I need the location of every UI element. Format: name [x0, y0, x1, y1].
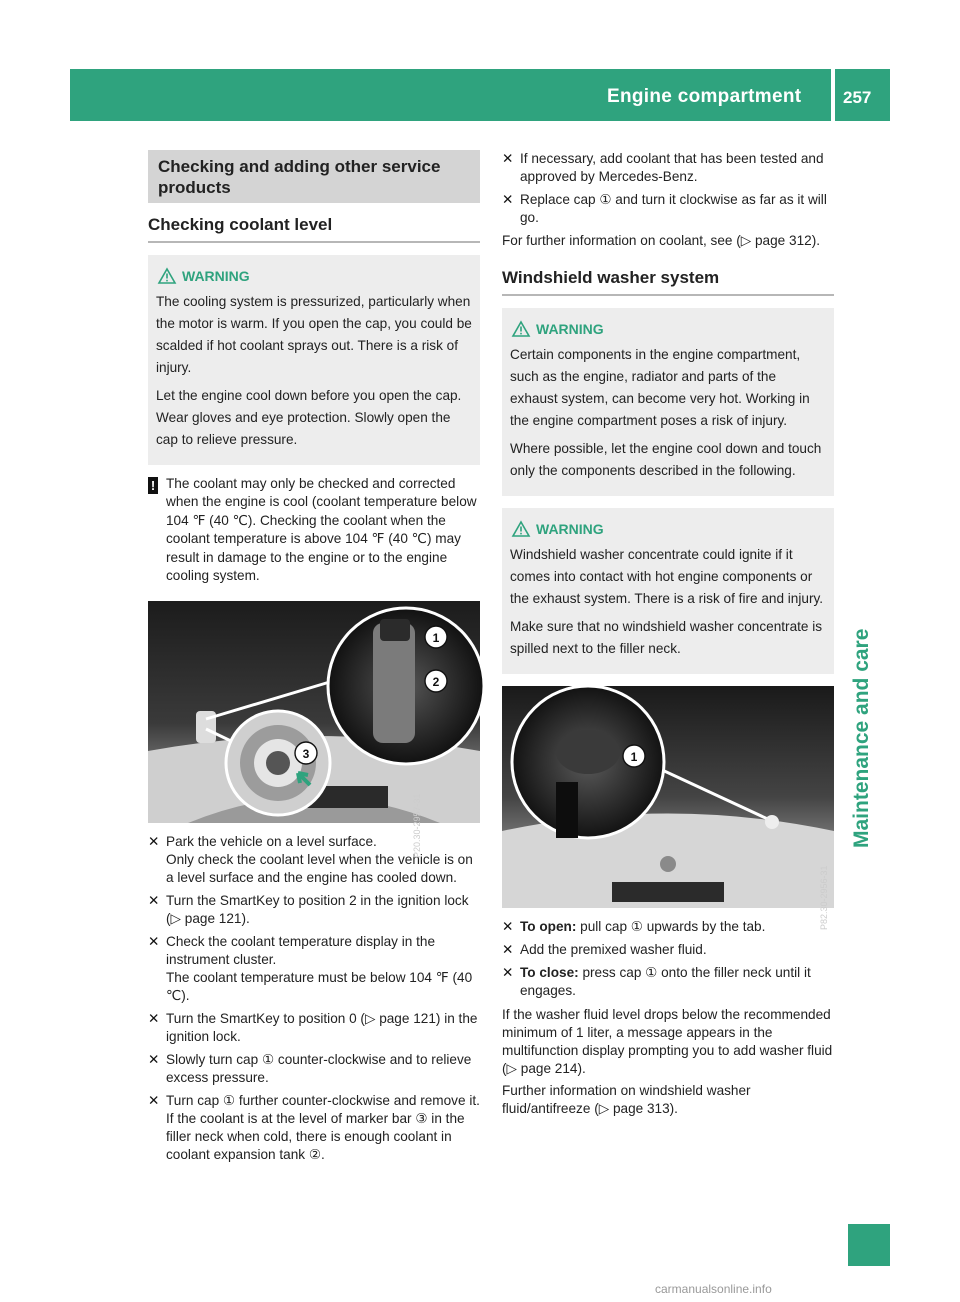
section-title: Checking and adding other service products — [148, 150, 480, 203]
step-subtext: Only check the coolant level when the vehicle is on a level surface and the engine has cooled down. — [166, 852, 473, 886]
step-arrow-icon: ✕ — [502, 942, 514, 957]
warning-label: WARNING — [536, 321, 604, 337]
right-column — [502, 150, 834, 1122]
step-text: Park the vehicle on a level surface. — [166, 834, 377, 850]
step-label: To open: — [520, 919, 577, 934]
warning-box — [148, 255, 480, 465]
callout-2 — [425, 670, 447, 692]
warning-triangle-icon — [512, 321, 530, 337]
step-arrow-icon: ✕ — [148, 1011, 160, 1027]
warning-text: Let the engine cool down before you open the cap. Wear gloves and eye protection. Slowly open the cap to relieve pressure. — [156, 388, 462, 447]
step-arrow-icon: ✕ — [148, 1052, 160, 1068]
step-item — [148, 892, 480, 928]
step-text: press cap ① onto the filler neck until it engages. — [520, 965, 811, 998]
warning-label: WARNING — [182, 268, 250, 284]
note-text: The coolant may only be checked and corrected when the engine is cool (coolant temperature below 104 ℉ (40 ℃). Checking the coolant when the coolant temperature is above 104 ℉ (40 ℃) may result in damage to the engine or to the engine cooling system. — [166, 476, 477, 584]
step-text: Check the coolant temperature display in the instrument cluster. — [166, 934, 436, 968]
step-item — [148, 833, 480, 887]
subheading-washer: Windshield washer system — [502, 268, 834, 296]
left-column — [148, 150, 480, 1169]
warning-text: Make sure that no windshield washer concentrate is spilled next to the filler neck. — [510, 619, 823, 656]
warning-label: WARNING — [536, 521, 604, 537]
svg-text:1: 1 — [630, 750, 638, 764]
warning-box — [502, 308, 834, 496]
step-text: pull cap ① upwards by the tab. — [576, 919, 766, 934]
warning-header — [510, 318, 826, 340]
step-arrow-icon: ✕ — [148, 834, 160, 850]
warning-box — [502, 508, 834, 674]
step-arrow-icon: ✕ — [502, 965, 514, 980]
step-text: Add the premixed washer fluid. — [520, 942, 707, 957]
step-text: If necessary, add coolant that has been tested and approved by Mercedes-Benz. — [520, 151, 824, 184]
step-item — [502, 941, 834, 959]
caution-note — [148, 475, 480, 585]
side-tab-label: Maintenance and care — [850, 628, 873, 848]
side-tab-marker — [848, 1224, 890, 1266]
washer-steps — [502, 918, 834, 1000]
warning-triangle-icon — [158, 268, 176, 284]
warning-text: The cooling system is pressurized, particularly when the motor is warm. If you open the cap, you could be scalded if hot coolant sprays out. There is a risk of injury. — [156, 294, 472, 375]
svg-text:3: 3 — [302, 747, 310, 762]
exclamation-icon: ! — [148, 477, 158, 494]
washer-info: If the washer fluid level drops below the recommended minimum of 1 liter, a message appears in the multifunction display prompting you to add washer fluid (▷ page 214). — [502, 1007, 833, 1076]
warning-header — [156, 265, 472, 287]
warning-text: Certain components in the engine compartment, such as the engine, radiator and parts of the exhaust system, can become very hot. Working in the engine compartment poses a risk of injury. — [510, 347, 810, 428]
step-item — [502, 918, 834, 936]
washer-antifreeze-info: Further information on windshield washer fluid/antifreeze (▷ page 313). — [502, 1083, 751, 1116]
step-subtext: The coolant temperature must be below 104 ℉ (40 ℃). — [166, 970, 473, 1004]
step-item — [502, 191, 834, 227]
step-item — [502, 964, 834, 1000]
step-arrow-icon: ✕ — [502, 192, 514, 207]
warning-text: Where possible, let the engine cool down and touch only the components described in the following. — [510, 441, 822, 478]
watermark: carmanualsonline.info — [655, 1282, 772, 1296]
step-text: Slowly turn cap ① counter-clockwise and to relieve excess pressure. — [166, 1052, 472, 1086]
step-text: Turn the SmartKey to position 0 (▷ page 121) in the ignition lock. — [166, 1011, 478, 1045]
warning-text: Windshield washer concentrate could ignite if it comes into contact with hot engine components or the exhaust system. There is a risk of fire and injury. — [510, 547, 824, 606]
step-text: Turn cap ① further counter-clockwise and remove it. — [166, 1093, 480, 1109]
step-text: Turn the SmartKey to position 2 in the ignition lock (▷ page 121). — [166, 893, 469, 927]
step-arrow-icon: ✕ — [502, 919, 514, 934]
page-title: Engine compartment — [607, 86, 802, 107]
coolant-steps-continued — [502, 150, 834, 227]
step-text: Replace cap ① and turn it clockwise as far as it will go. — [520, 192, 827, 225]
warning-triangle-icon — [512, 521, 530, 537]
step-item — [148, 1051, 480, 1087]
callout-3 — [295, 742, 317, 764]
step-item — [502, 150, 834, 186]
step-item — [148, 1092, 480, 1164]
step-item — [148, 933, 480, 1005]
page-number: 257 — [843, 88, 872, 107]
callout-1 — [623, 745, 645, 767]
step-arrow-icon: ✕ — [148, 934, 160, 950]
photo-code: P20.30-2957-31 — [412, 793, 422, 859]
step-item — [148, 1010, 480, 1046]
svg-text:1: 1 — [432, 631, 440, 646]
step-label: To close: — [520, 965, 579, 980]
step-subtext: If the coolant is at the level of marker bar ③ in the filler neck when cold, there is enough coolant in coolant expansion tank ②. — [166, 1111, 465, 1163]
warning-header — [510, 518, 826, 540]
step-arrow-icon: ✕ — [148, 1093, 160, 1109]
header-separator — [831, 69, 835, 121]
subheading-coolant: Checking coolant level — [148, 215, 480, 243]
svg-text:2: 2 — [432, 675, 440, 690]
coolant-info: For further information on coolant, see (▷ page 312). — [502, 233, 820, 248]
step-arrow-icon: ✕ — [502, 151, 514, 166]
coolant-steps — [148, 833, 480, 1164]
callout-1 — [425, 626, 447, 648]
photo-code: P82.30-2956-31 — [819, 865, 829, 930]
step-arrow-icon: ✕ — [148, 893, 160, 909]
